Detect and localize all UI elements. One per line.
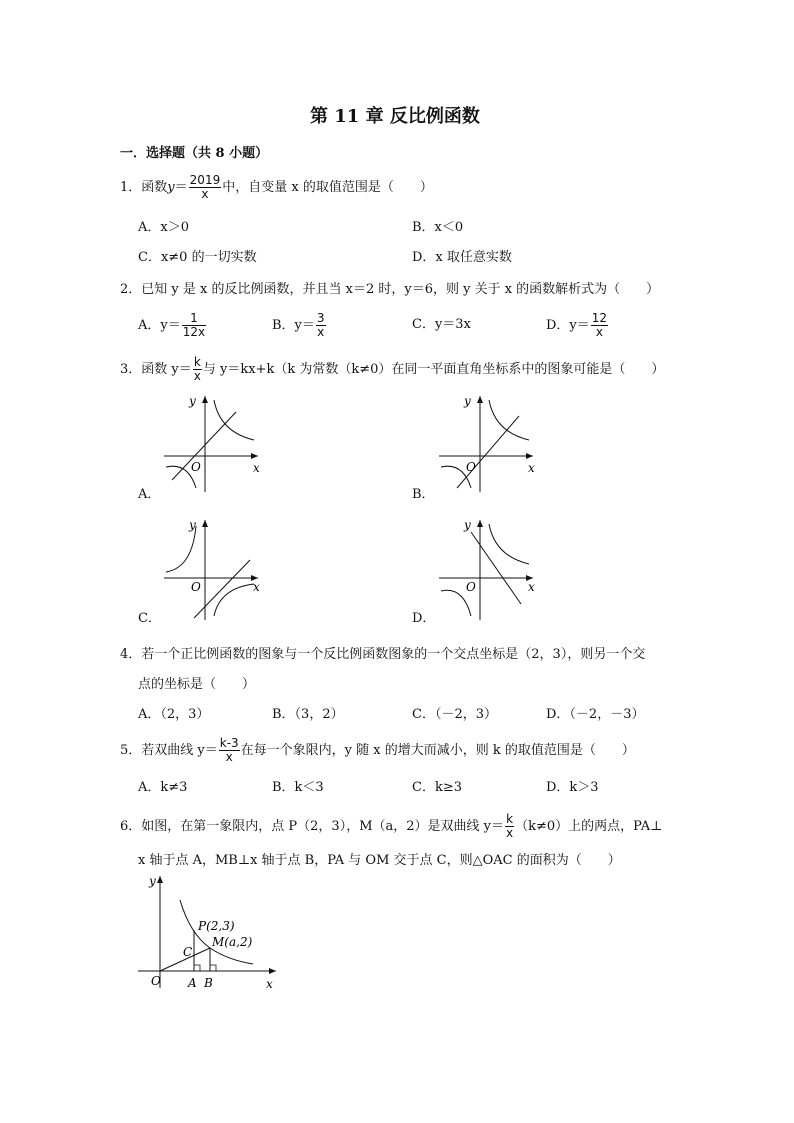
graph-c-label: C． [138,611,161,626]
origin-label: O [191,460,201,474]
fraction-numerator: k-3 [219,736,239,750]
option-d [546,312,609,339]
option-a: A．（2，3） [138,707,210,722]
axis-x-label: x [253,580,260,594]
fraction-numerator: 3 [316,311,325,325]
question-text: 中，自变量 x 的取值范围是（ ） [222,180,433,196]
option-d: D．k＞3 [546,780,599,795]
fraction [591,312,608,339]
option-a [138,312,207,339]
fraction-denominator: x [595,325,603,340]
option-label: A．y＝ [138,318,181,334]
option-b: B．k＜3 [272,780,324,795]
question-text: 在每一个象限内，y 随 x 的增大而减小，则 k 的取值范围是（ ） [240,743,635,759]
question-text: 6．如图，在第一象限内，点 P（2，3），M（a，2）是双曲线 y＝ [120,819,505,835]
question-text: 与 y＝kx+k（k 为常数（k≠0）在同一平面直角坐标系中的图象可能是（ ） [202,362,665,378]
axis-y-label: y [189,394,196,408]
fraction-denominator: 12x [182,325,206,340]
axis-x-label: x [253,461,260,475]
section-heading: 一．选择题（共 8 小题） [120,146,269,161]
point-c-label: C [183,945,193,959]
fraction [193,356,202,383]
axis-y-label: y [464,394,471,408]
option-d: D．（－2，－3） [546,707,645,722]
equals-sign: ＝ [174,180,188,196]
question-6 [120,813,662,840]
axis-y-label: y [464,518,471,532]
graph-c [158,516,268,621]
question-6-cont: x 轴于点 A，MB⊥x 轴于点 B，PA 与 OM 交于点 C，则△OAC 的面积为（ ） [138,853,621,868]
fraction-numerator: 2019 [189,173,221,187]
fraction [219,737,240,764]
question-number: 1． [120,180,142,196]
option-c: C．（－2，3） [412,707,497,722]
question-4-cont: 点的坐标是（ ） [138,677,256,692]
axis-y-label: y [189,518,196,532]
question-text: 函数 [141,180,168,196]
fraction-numerator: 1 [182,312,206,326]
fraction-denominator: x [225,750,233,765]
origin-label: O [466,580,476,594]
fraction-denominator: x [201,187,209,202]
graph-a [158,392,268,492]
option-b: B．（3，2） [272,707,344,722]
question-3 [120,356,664,383]
question-2: 2．已知 y 是 x 的反比例函数，并且当 x＝2 时，y＝6，则 y 关于 x 的函数解析式为（ ） [120,282,660,297]
option-label: D．y＝ [546,318,590,334]
point-a-label: A [188,976,197,990]
option-c: C．y＝3x [412,317,471,332]
var-y: y [167,180,175,196]
question-1 [120,174,433,201]
option-b [272,312,327,339]
question-5 [120,737,635,764]
option-c: C．k≥3 [412,780,462,795]
fraction-numerator: k [506,812,514,826]
axis-x-label: x [266,977,273,991]
figure-q6 [138,872,283,992]
question-text: 3．函数 y＝ [120,362,192,378]
axis-x-label: x [528,580,535,594]
origin-label: O [151,974,161,988]
option-a: A．k≠3 [138,780,188,795]
graph-d [433,516,543,621]
point-b-label: B [204,976,213,990]
fraction-numerator: k [193,355,201,369]
question-text: 5．若双曲线 y＝ [120,743,218,759]
axis-x-label: x [528,461,535,475]
option-label: B．y＝ [272,318,315,334]
graph-a-label: A． [138,487,161,502]
fraction-denominator: x [317,325,325,340]
option-c: C．x≠0 的一切实数 [138,250,257,265]
graph-b-label: B． [412,487,435,502]
graph-d-label: D． [412,611,436,626]
fraction-numerator: 12 [591,311,608,325]
fraction-denominator: x [193,369,201,384]
fraction [316,312,326,339]
option-a: A．x＞0 [138,220,189,235]
axis-y-label: y [149,874,156,888]
origin-label: O [466,460,476,474]
option-d: D．x 取任意实数 [412,250,512,265]
option-b: B．x＜0 [412,220,464,235]
fraction [189,174,222,201]
question-4: 4．若一个正比例函数的图象与一个反比例函数图象的一个交点坐标是（2，3），则另一个交 [120,647,646,662]
fraction [505,813,514,840]
fraction [182,312,206,339]
question-text: （k≠0）上的两点，PA⊥ [515,819,663,835]
graph-b [433,392,543,492]
fraction-denominator: x [506,826,514,841]
point-m-label: M(a,2) [212,935,253,949]
origin-label: O [191,580,201,594]
page-title: 第 11 章 反比例函数 [310,106,480,127]
point-p-label: P(2,3) [198,919,235,933]
